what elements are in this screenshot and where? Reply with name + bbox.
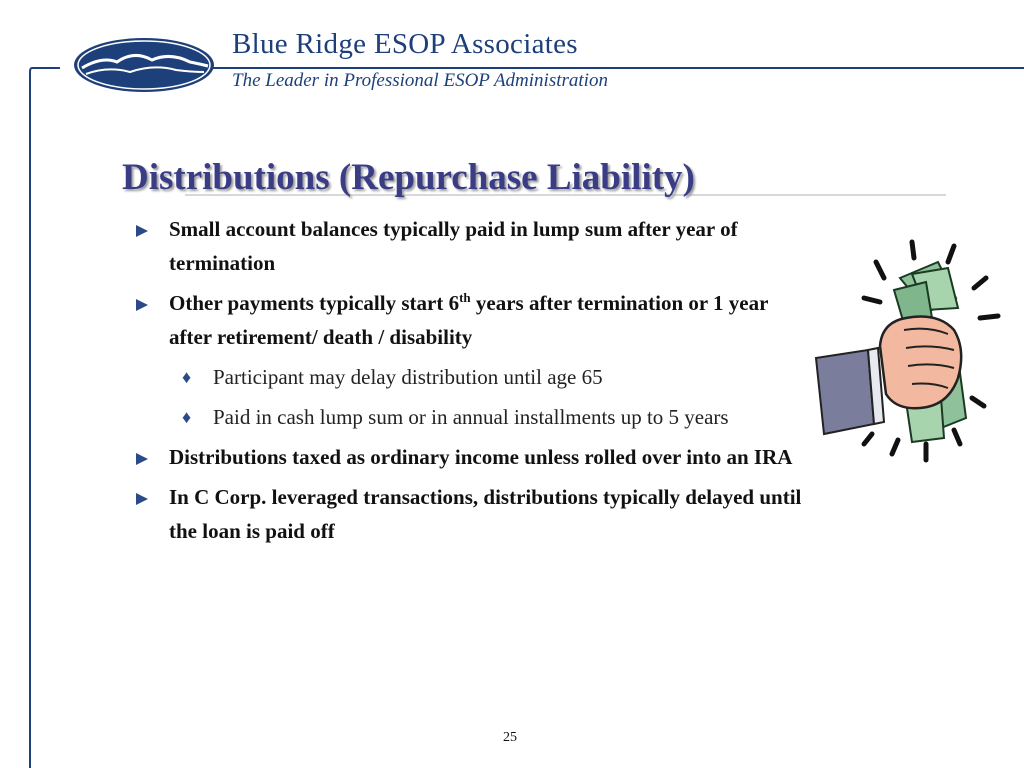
arrow-bullet-icon [136,453,148,465]
sub-bullet-item [136,400,816,434]
arrow-bullet-icon [136,493,148,505]
sub-bullet-text: Paid in cash lump sum or in annual installments up to 5 years [213,405,729,429]
company-tagline: The Leader in Professional ESOP Administration [232,70,608,91]
arrow-bullet-icon [136,225,148,237]
fist-holding-money-icon [808,238,1008,468]
company-name: Blue Ridge ESOP Associates [232,28,578,60]
mountain-oval-logo [72,36,216,94]
bullet-text-part: Other payments typically start 6 [169,291,460,315]
diamond-bullet-icon: ♦ [182,407,192,427]
arrow-bullet-icon [136,299,148,311]
bullet-text: In C Corp. leveraged transactions, distributions typically delayed until the loan is paid off [169,485,802,543]
bullet-list [136,212,816,554]
bullet-item [136,286,816,354]
bullet-item [136,440,816,474]
sub-bullet-item [136,360,816,394]
bullet-text: Small account balances typically paid in lump sum after year of termination [169,217,738,275]
bullet-text-superscript: th [459,290,471,305]
page-number: 25 [503,730,517,745]
sub-bullet-text: Participant may delay distribution until age 65 [213,365,603,389]
bullet-text: Distributions taxed as ordinary income unless rolled over into an IRA [169,445,793,469]
diamond-bullet-icon: ♦ [182,367,192,387]
bullet-text-part: years after termination or 1 year after retirement/ death / disability [169,291,769,349]
slide-title: Distributions (Repurchase Liability) [122,157,695,198]
bullet-item [136,480,816,548]
bullet-item [136,212,816,280]
